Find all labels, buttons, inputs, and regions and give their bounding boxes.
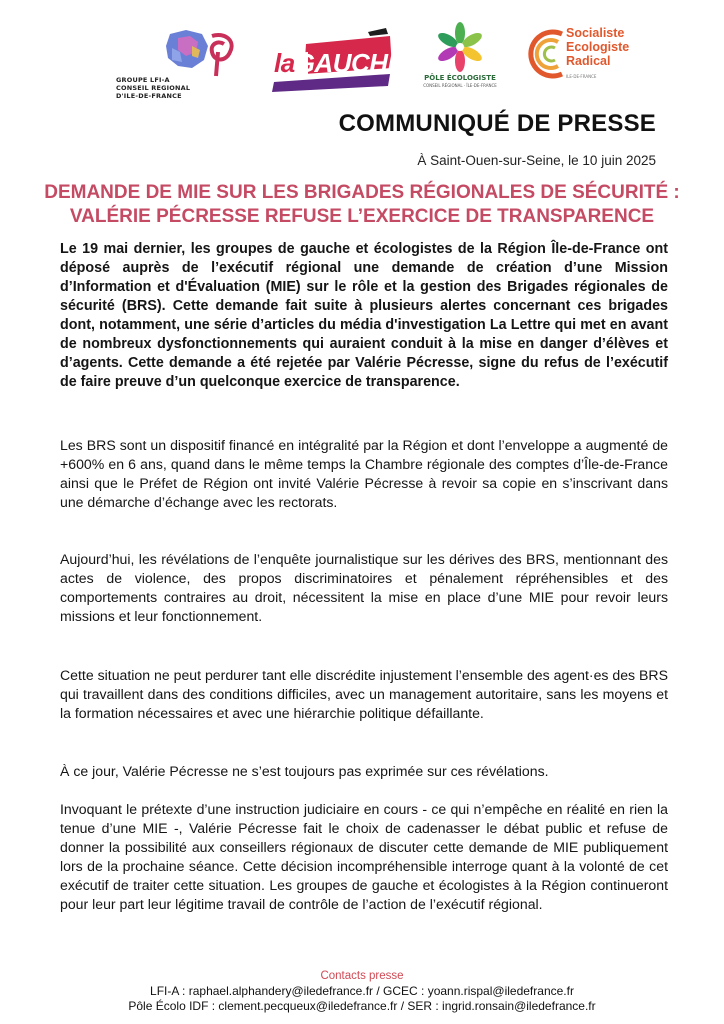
contacts-line-2: Pôle Écolo IDF : clement.pecqueux@iledefrance.fr / SER : ingrid.ronsain@iledefrance.fr [128,999,596,1013]
logos-row [0,20,724,100]
headline-line-1: DEMANDE DE MIE SUR LES BRIGADES RÉGIONALES DE SÉCURITÉ : [44,182,680,203]
headline-line-2: VALÉRIE PÉCRESSE REFUSE L’EXERCICE DE TRANSPARENCE [69,206,655,227]
pole-logo-title: PÔLE ÉCOLOGISTE [424,74,496,82]
paragraph-6: Invoquant le prétexte d’une instruction judiciaire en cours - ce qui n’empêche en réalité en rien la tenue d’une MIE -, Valérie Pécresse fait le choix de cadenasser le débat public et refuse de donner la possibilité aux conseillers régionaux de discuter cette demande de MIE publiquement lors de la prochaine séance. Cette décision incompréhensible interroge quant à la volonté de cet exécutif de traiter cette situation. Les groupes de gauche et écologistes à la Région continueront pour leur part leur légitime travail de contrôle de l’action de l’exécutif régional. [60,801,668,912]
ser-logo [528,24,638,100]
paragraph-2: Les BRS sont un dispositif financé en intégralité par la Région et dont l’enveloppe a augmenté de +600% en 6 ans, quand dans le même temps la Chambre régionale des comptes d’Île-de-France ainsi que le Préfet de Région ont invité Valérie Pécresse à revoir sa copie en s’inscrivant dans une démarche d’échange avec les rectorats. [60,437,668,510]
lfi-group-logo [112,28,242,104]
pole-ecologiste-logo [415,20,505,100]
paragraph-4: Cette situation ne peut perdurer tant elle discrédite injustement l’ensemble des agent·es des BRS qui travaillent dans des conditions difficiles, avec un management autoritaire, sans les moyens et la formation nécessaires et avec une hiérarchie politique défaillante. [60,667,668,721]
ser-logo-text: Socialiste Ecologiste Radical [566,26,630,68]
la-gauche-logo-text: laGAUCHE [274,48,405,78]
la-gauche-logo [268,24,405,104]
paragraph-5: À ce jour, Valérie Pécresse ne s’est toujours pas exprimée sur ces révélations. [60,763,549,779]
contacts-line-1: LFI-A : raphael.alphandery@iledefrance.fr / GCEC : yoann.rispal@iledefrance.fr [150,984,574,998]
lfi-logo-text: GROUPE LFI-A CONSEIL REGIONAL D'ILE-DE-FRANCE [116,76,191,100]
press-release-date: À Saint-Ouen-sur-Seine, le 10 juin 2025 [417,153,656,168]
contacts-title: Contacts presse [320,970,404,982]
idf-map-icon [112,28,242,78]
press-release-title: COMMUNIQUÉ DE PRESSE [338,110,656,137]
paragraph-intro: Le 19 mai dernier, les groupes de gauche et écologistes de la Région Île-de-France ont déposé auprès de l’exécutif régional une demande de création d’une Mission d’Information et d'Évaluation (MIE) sur le rôle et la gestion des Brigades régionales de sécurité (BRS). Cette demande fait suite à plusieurs alertes concernant ces brigades dont, notamment, une série d’articles du média d'investigation La Lettre qui met en avant de nombreux dysfonctionnements qui auraient conduit à la mise en danger d’élèves et d’agents. Cette demande a été rejetée par Valérie Pécresse, signe du refus de l’exécutif de faire preuve d’un quelconque exercice de transparence. [60,241,668,390]
flower-icon [415,20,505,74]
pole-logo-subtitle: CONSEIL RÉGIONAL · ÎLE-DE-FRANCE [423,83,497,88]
ser-logo-region: ILE-DE-FRANCE [566,74,597,79]
ser-rings-icon [528,24,568,84]
paragraph-3: Aujourd’hui, les révélations de l’enquête journalistique sur les dérives des BRS, mentionnant des actes de violence, des propos discriminatoires et pénalement répréhensibles et des comportements contraires au droit, nécessitent la mise en place d’une MIE pour revoir leurs missions et leur fonctionnement. [60,551,668,624]
headline [40,181,684,229]
